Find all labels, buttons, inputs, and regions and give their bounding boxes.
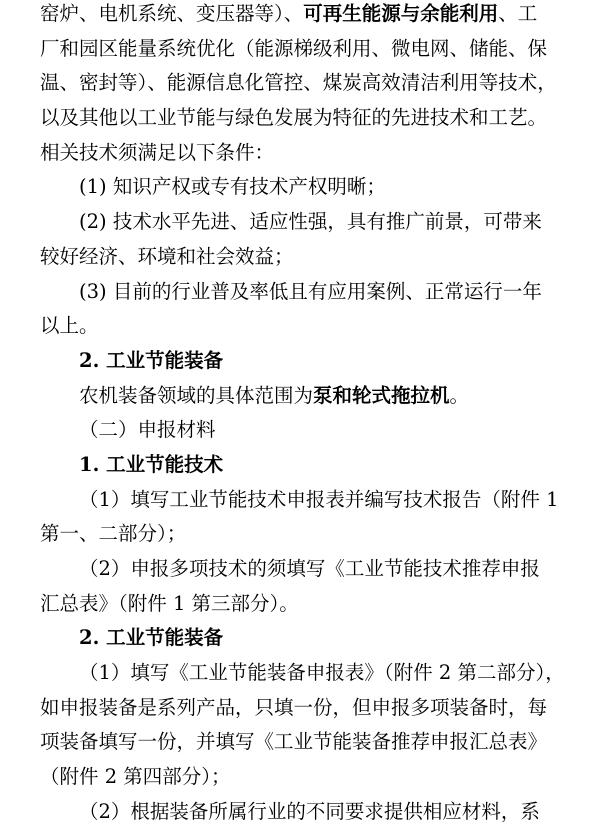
list-item: （2）根据装备所属行业的不同要求提供相应材料，系 [79, 799, 540, 823]
paragraph-line: 相关技术须满足以下条件： [40, 140, 275, 164]
paragraph-line: 较好经济、环境和社会效益； [40, 244, 294, 268]
line-text: 。 [449, 383, 470, 407]
line-text: 、工 [498, 2, 538, 25]
bold-phrase: 可再生能源与余能利用 [303, 2, 499, 25]
condition-item-2: (2) 技术水平先进、适应性强，具有推广前景，可带来 [79, 210, 542, 234]
section-heading-technology: 1. 工业节能技术 [79, 452, 224, 476]
paragraph-line [40, 0, 596, 32]
condition-item-1: (1) 知识产权或专有技术产权明晰； [79, 175, 386, 199]
bold-phrase: 泵和轮式拖拉机 [313, 383, 450, 407]
paragraph-line [40, 379, 596, 414]
section-heading-materials: （二）申报材料 [79, 418, 216, 442]
condition-item-3: (3) 目前的行业普及率低且有应用案例、正常运行一年 [79, 279, 542, 303]
paragraph-line: 以上。 [40, 314, 99, 338]
line-text: 窑炉、电机系统、变压器等）、 [40, 2, 304, 25]
paragraph-line: 以及其他以工业节能与绿色发展为特征的先进技术和工艺。 [40, 106, 548, 130]
list-item: （2）申报多项技术的须填写《工业节能技术推荐申报 [79, 557, 540, 580]
list-item: （1）填写《工业节能装备申报表》（附件 2 第二部分）， [79, 661, 565, 685]
paragraph-line: （附件 2 第四部分）； [40, 765, 231, 789]
paragraph-line: 温、密封等）、能源信息化管控、煤炭高效清洁利用等技术， [40, 71, 557, 95]
section-heading-equipment-2: 2. 工业节能装备 [79, 626, 224, 650]
paragraph-line: 汇总表》（附件 1 第三部分）。 [40, 591, 299, 615]
paragraph-line: 如申报装备是系列产品，只填一份，但申报多项装备时，每 [40, 695, 548, 719]
paragraph-line: 第一、二部分）； [40, 522, 187, 546]
list-item: （1）填写工业节能技术申报表并编写技术报告（附件 1 [79, 487, 559, 511]
line-text: 农机装备领域的具体范围为 [79, 383, 314, 407]
section-heading-equipment: 2. 工业节能装备 [79, 348, 224, 372]
paragraph-line: 厂和园区能量系统优化（能源梯级利用、微电网、储能、保 [40, 36, 548, 60]
paragraph-line: 项装备填写一份，并填写《工业节能装备推荐申报汇总表》 [40, 730, 548, 754]
